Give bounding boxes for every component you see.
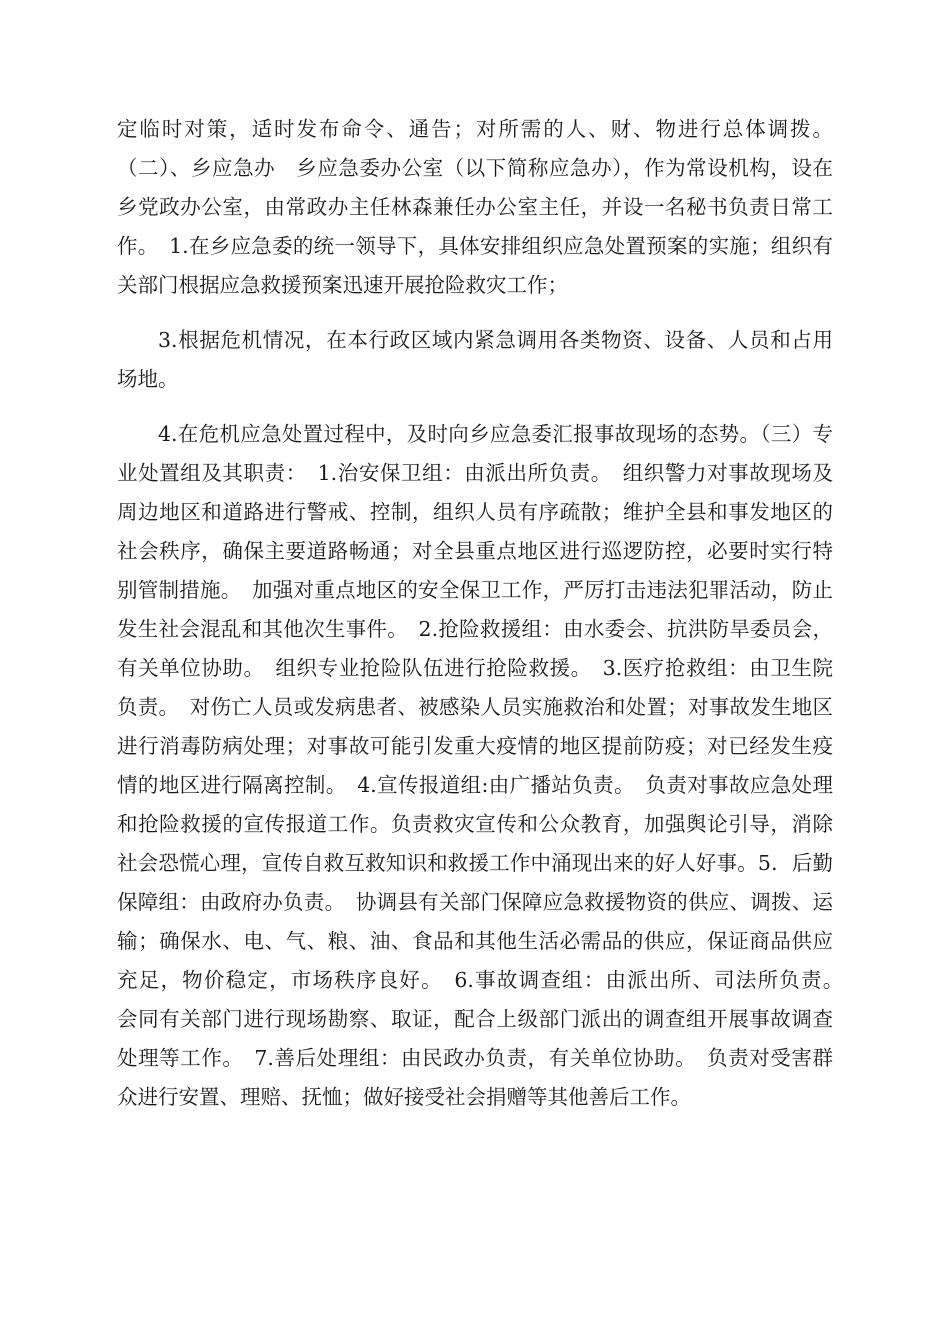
paragraph-resource-allocation: 3.根据危机情况，在本行政区域内紧急调用各类物资、设备、人员和占用场地。: [117, 328, 833, 391]
paragraph-specialist-groups: 4.在危机应急处置过程中，及时向乡应急委汇报事故现场的态势。（三）专业处置组及其职责： 1.治安保卫组：由派出所负责。 组织警力对事故现场及周边地区和道路进行警戒、控制，组织人员有序疏散；维护全县和事发地区的社会秩序，确保主要道路畅通；对全县重点地区进行巡逻防控，必要时实行特别管制措施。 加强对重点地区的安全保卫工作，严厉打击违法犯罪活动，防止发生社会混乱和其他次生事件。 2.抢险救援组：由水委会、抗洪防旱委员会，有关单位协助。 组织专业抢险队伍进行抢险救援。 3.医疗抢救组：由卫生院负责。 对伤亡人员或发病患者、被感染人员实施救治和处置；对事故发生地区进行消毒防病处理；对事故可能引发重大疫情的地区提前防疫；对已经发生疫情的地区进行隔离控制。 4.宣传报道组:由广播站负责。 负责对事故应急处理和抢险救援的宣传报道工作。负责救灾宣传和公众教育，加强舆论引导，消除社会恐慌心理，宣传自救互救知识和救援工作中涌现出来的好人好事。5．后勤保障组：由政府办负责。 协调县有关部门保障应急救援物资的供应、调拨、运输；确保水、电、气、粮、油、食品和其他生活必需品的供应，保证商品供应充足，物价稳定，市场秩序良好。 6.事故调查组：由派出所、司法所负责。 会同有关部门进行现场勘察、取证，配合上级部门派出的调查组开展事故调查处理等工作。 7.善后处理组：由民政办负责，有关单位协助。 负责对受害群众进行安置、理赔、抚恤；做好接受社会捐赠等其他善后工作。: [117, 422, 854, 1109]
paragraph-emergency-office: 定临时对策，适时发布命令、通告；对所需的人、财、物进行总体调拨。（二）、乡应急办 乡应急委办公室（以下简称应急办），作为常设机构，设在乡党政办公室，由常政办主任林森兼任办公室主任，并设一名秘书负责日常工作。 1.在乡应急委的统一领导下，具体安排组织应急处置预案的实施；组织有关部门根据应急救援预案迅速开展抢险救灾工作；: [117, 117, 833, 297]
document-body: [117, 110, 854, 1117]
